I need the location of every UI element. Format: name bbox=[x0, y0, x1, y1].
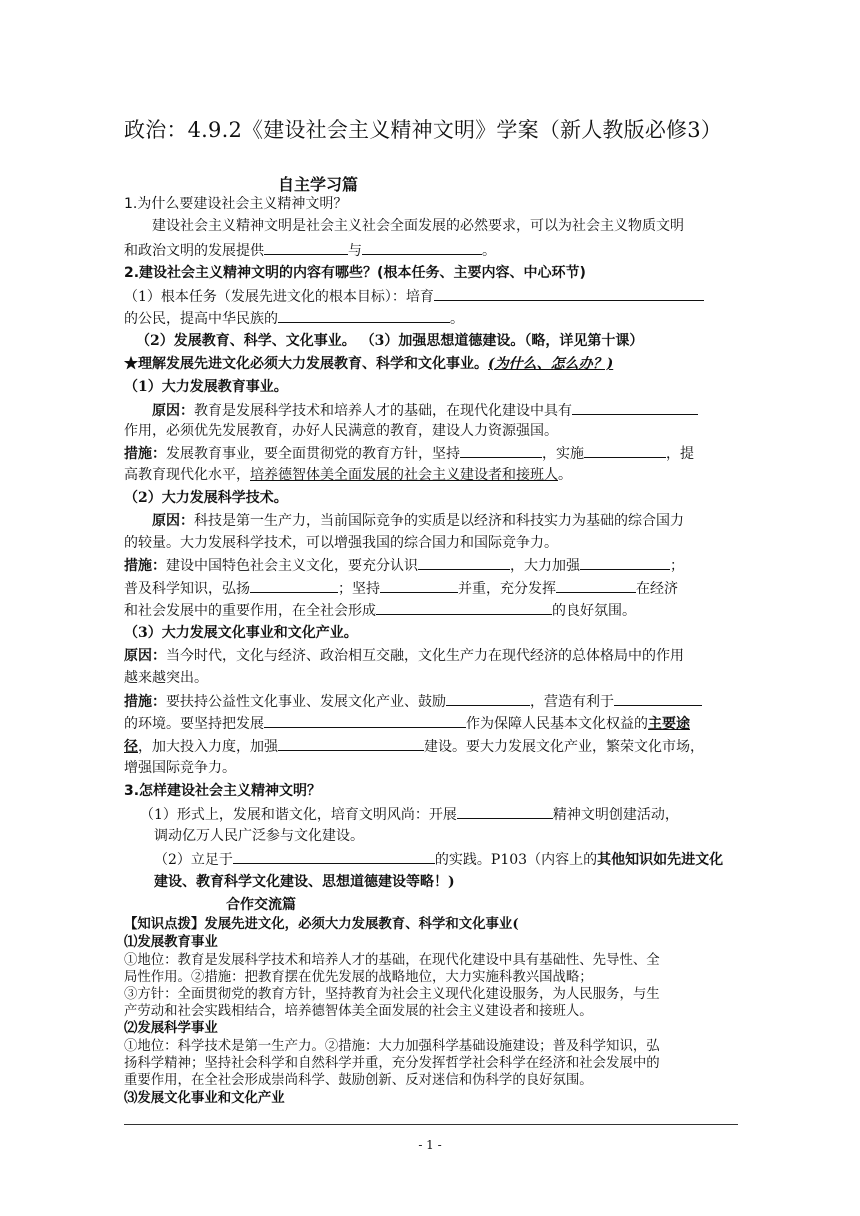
question-3: 3.怎样建设社会主义精神文明？ bbox=[124, 783, 322, 799]
measure-label: 措施： bbox=[124, 694, 166, 710]
q3-text-part: 的实践。P103（内容上的 bbox=[434, 852, 598, 868]
subsection-education: （1）大力发展教育事业。 bbox=[124, 379, 288, 395]
knowledge-education-line2: 局性作用。②措施：把教育摆在优先发展的战略地位，大力实施科教兴国战略； bbox=[124, 970, 593, 985]
q1-text-line2 bbox=[124, 240, 738, 261]
s1-text-part: 高教育现代化水平 bbox=[124, 467, 236, 483]
s1-reason-line1 bbox=[124, 400, 766, 421]
knowledge-education-line4: 产劳动和社会实践相结合，培养德智体美全面发展的社会主义建设者和接班人。 bbox=[124, 1004, 593, 1019]
knowledge-education-line3: ③方针：全面贯彻党的教育方针，坚持教育为社会主义现代化建设服务，为人民服务，与生 bbox=[124, 987, 660, 1002]
s2-text-part: 并重，充分发挥 bbox=[458, 581, 556, 597]
s3-text-part: ，营造有利于 bbox=[530, 694, 614, 710]
s1-measure-line2 bbox=[124, 465, 738, 485]
knowledge-science-heading: ⑵发展科学事业 bbox=[124, 1020, 218, 1036]
fill-blank[interactable] bbox=[614, 691, 702, 706]
s2-text-part: 的良好氛围。 bbox=[552, 603, 636, 619]
s3-measure-line2 bbox=[124, 713, 738, 734]
section-heading-self-study: 自主学习篇 bbox=[278, 175, 359, 194]
q3-line3 bbox=[154, 849, 768, 870]
s1-text-part: ，提 bbox=[666, 446, 694, 462]
q2-line3: （2）发展教育、科学、文化事业。 （3）加强思想道德建设。（略，详见第十课） bbox=[136, 333, 644, 349]
subsection-culture: （3）大力发展文化事业和文化产业。 bbox=[124, 625, 358, 641]
fill-blank[interactable] bbox=[556, 578, 636, 593]
s2-measure-line3 bbox=[124, 600, 738, 621]
q2-text-part: 。 bbox=[450, 311, 464, 327]
fill-blank[interactable] bbox=[460, 443, 542, 458]
q2-line2 bbox=[124, 308, 738, 329]
s3-reason-line1 bbox=[124, 646, 738, 666]
q1-text-line1: 建设社会主义精神文明是社会主义社会全面发展的必然要求，可以为社会主义物质文明 bbox=[152, 218, 684, 234]
s2-text-part: 建设中国特色社会主义文化，要充分认识 bbox=[166, 558, 418, 574]
s1-text-part: ，实施 bbox=[542, 446, 584, 462]
q1-text-part: 。 bbox=[482, 243, 496, 259]
fill-blank[interactable] bbox=[264, 713, 466, 728]
fill-blank[interactable] bbox=[580, 555, 670, 570]
s1-text-part: ， bbox=[236, 467, 250, 483]
knowledge-education-line1: ①地位：教育是发展科学技术和培养人才的基础，在现代化建设中具有基础性、先导性、全 bbox=[124, 953, 660, 968]
q3-text-part: （2）立足于 bbox=[154, 852, 233, 868]
s3-reason-line2: 越来越突出。 bbox=[124, 670, 208, 686]
q2-line1 bbox=[124, 286, 738, 307]
s1-text-part: 发展教育事业，要全面贯彻党的教育方针，坚持 bbox=[166, 446, 460, 462]
knowledge-title: 【知识点拨】发展先进文化，必须大力发展教育、科学和文化事业( bbox=[124, 916, 519, 932]
s1-underlined-text: 培养德智体美全面发展的社会主义建设者和接班人 bbox=[250, 467, 558, 483]
s2-text-part: 科技是第一生产力，当前国际竞争的实质是以经济和科技实力为基础的综合国力 bbox=[194, 513, 684, 529]
reason-label: 原因： bbox=[152, 513, 194, 529]
s2-text-part: 和社会发展中的重要作用，在全社会形成 bbox=[124, 603, 376, 619]
s2-text-part: ，大力加强 bbox=[510, 558, 580, 574]
s3-text-part: ，加大投入力度，加强 bbox=[138, 739, 278, 755]
knowledge-science-line1: ①地位：科学技术是第一生产力。②措施：大力加强科学基础设施建设；普及科学知识，弘 bbox=[124, 1039, 660, 1054]
s3-text-part: 作为保障人民基本文化权益的 bbox=[466, 716, 648, 732]
s3-measure-line4: 增强国际竞争力。 bbox=[124, 760, 236, 776]
q3-line4: 建设、教育科学文化建设、思想道德建设等略！) bbox=[154, 874, 455, 890]
section-heading-cooperation: 合作交流篇 bbox=[226, 897, 296, 913]
q1-text-part: 和政治文明的发展提供 bbox=[124, 243, 264, 259]
s3-emphasis-text: 径 bbox=[124, 739, 138, 755]
s3-text-part: 当今时代，文化与经济、政治相互交融，文化生产力在现代经济的总体格局中的作用 bbox=[166, 648, 684, 664]
q3-line1 bbox=[140, 804, 754, 825]
page-number: - 1 - bbox=[418, 1138, 442, 1152]
measure-label: 措施： bbox=[124, 446, 166, 462]
fill-blank[interactable] bbox=[457, 804, 553, 819]
s3-measure-line3 bbox=[124, 736, 738, 757]
s2-measure-line1 bbox=[124, 555, 738, 576]
knowledge-culture-heading: ⑶发展文化事业和文化产业 bbox=[124, 1090, 285, 1106]
fill-blank[interactable] bbox=[376, 600, 552, 615]
fill-blank[interactable] bbox=[584, 443, 666, 458]
fill-blank[interactable] bbox=[380, 578, 458, 593]
measure-label: 措施： bbox=[124, 558, 166, 574]
s2-reason-line2: 的较量。大力发展科学技术，可以增强我国的综合国力和国际竞争力。 bbox=[124, 535, 558, 551]
fill-blank[interactable] bbox=[362, 240, 482, 255]
s2-text-part: ；坚持 bbox=[338, 581, 380, 597]
s2-measure-line2 bbox=[124, 578, 738, 599]
footer-divider bbox=[124, 1124, 738, 1125]
star-note-text: ★理解发展先进文化必须大力发展教育、科学和文化事业。 bbox=[124, 356, 488, 372]
fill-blank[interactable] bbox=[250, 578, 338, 593]
s1-measure-line1 bbox=[124, 443, 738, 464]
reason-label: 原因： bbox=[124, 648, 166, 664]
fill-blank[interactable] bbox=[418, 555, 510, 570]
s2-text-part: 普及科学知识，弘扬 bbox=[124, 581, 250, 597]
knowledge-science-line3: 重要作用，在全社会形成崇尚科学、鼓励创新、反对迷信和伪科学的良好氛围。 bbox=[124, 1073, 593, 1088]
s3-text-part: 要扶持公益性文化事业、发展文化产业、鼓励 bbox=[166, 694, 446, 710]
s3-emphasis-text: 主要途 bbox=[648, 716, 690, 732]
fill-blank[interactable] bbox=[233, 849, 435, 864]
reason-label: 原因： bbox=[152, 403, 194, 419]
knowledge-science-line2: 扬科学精神；坚持社会科学和自然科学并重，充分发挥哲学社会科学在经济和社会发展中的 bbox=[124, 1056, 660, 1071]
q3-text-part: 精神文明创建活动， bbox=[552, 807, 679, 823]
q2-text-part: 的公民，提高中华民族的 bbox=[124, 311, 278, 327]
fill-blank[interactable] bbox=[278, 308, 450, 323]
question-1: 1.为什么要建设社会主义精神文明？ bbox=[124, 196, 348, 212]
fill-blank[interactable] bbox=[264, 240, 348, 255]
s1-reason-line2: 作用，必须优先发展教育，办好人民满意的教育，建设人力资源强国。 bbox=[124, 423, 558, 439]
s2-text-part: 在经济 bbox=[636, 581, 678, 597]
document-title: 政治：4.9.2《建设社会主义精神文明》学案（新人教版必修3） bbox=[124, 118, 722, 142]
knowledge-education-heading: ⑴发展教育事业 bbox=[124, 934, 218, 950]
q1-text-part: 与 bbox=[348, 243, 362, 259]
s1-text-part: 。 bbox=[558, 467, 572, 483]
subsection-science: （2）大力发展科学技术。 bbox=[124, 490, 288, 506]
fill-blank[interactable] bbox=[278, 736, 424, 751]
q3-bold-text: 其他知识如先进文化 bbox=[597, 852, 724, 868]
s3-measure-line1 bbox=[124, 691, 738, 712]
q3-text-part: （1）形式上，发展和谐文化，培育文明风尚：开展 bbox=[140, 807, 457, 823]
fill-blank[interactable] bbox=[572, 400, 698, 415]
star-note bbox=[124, 354, 738, 374]
q3-line2: 调动亿万人民广泛参与文化建设。 bbox=[154, 828, 364, 844]
s1-text-part: 教育是发展科学技术和培养人才的基础，在现代化建设中具有 bbox=[194, 403, 572, 419]
fill-blank[interactable] bbox=[434, 286, 704, 301]
q2-text-part: （1）根本任务（发展先进文化的根本目标）：培育 bbox=[124, 289, 434, 305]
question-2: 2.建设社会主义精神文明的内容有哪些？(根本任务、主要内容、中心环节) bbox=[124, 265, 586, 281]
star-note-question: (为什么、怎么办？) bbox=[488, 356, 614, 372]
s2-reason-line1 bbox=[124, 511, 766, 531]
fill-blank[interactable] bbox=[446, 691, 530, 706]
s3-text-part: 的环境。要坚持把发展 bbox=[124, 716, 264, 732]
s3-text-part: 建设。要大力发展文化产业，繁荣文化市场， bbox=[424, 739, 704, 755]
s2-text-part: ； bbox=[670, 558, 684, 574]
